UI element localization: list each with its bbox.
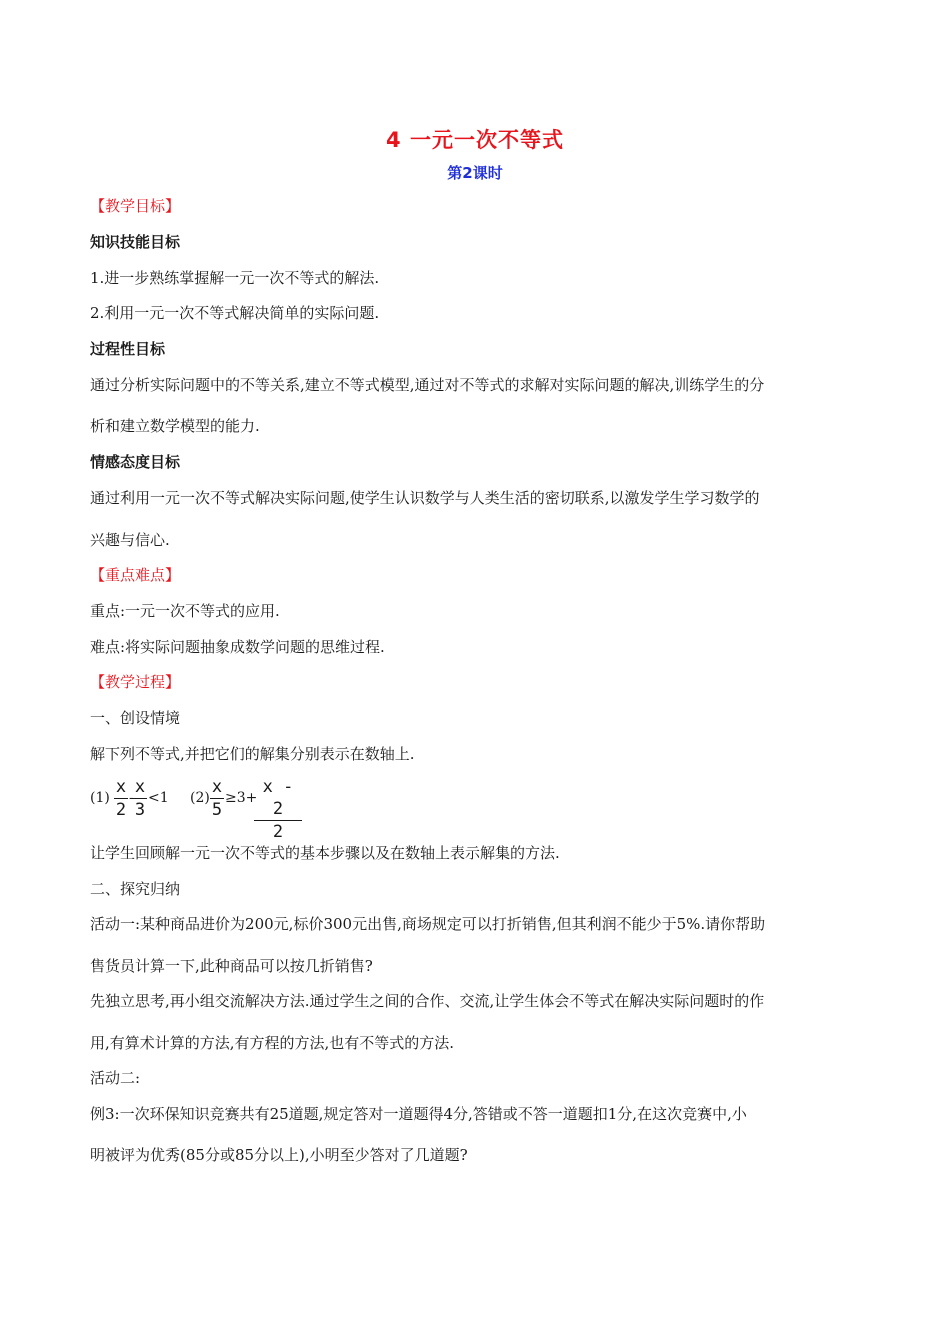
page-title: 4 一元一次不等式 bbox=[386, 128, 564, 152]
emotion-text-line-2: 兴趣与信心. bbox=[90, 531, 170, 549]
page-subtitle: 第2课时 bbox=[447, 164, 503, 182]
process-text-line-1: 通过分析实际问题中的不等关系,建立不等式模型,通过对不等式的求解对实际问题的解决,训练学生的分 bbox=[90, 376, 765, 394]
eq1-minus: - bbox=[129, 790, 134, 806]
part1-heading: 一、创设情境 bbox=[90, 709, 181, 727]
activity2-heading: 活动二: bbox=[90, 1069, 141, 1087]
eq2-frac1-denominator: 5 bbox=[211, 800, 223, 820]
eq1-frac1-numerator: x bbox=[115, 777, 127, 797]
activity1-line-2: 售货员计算一下,此种商品可以按几折销售? bbox=[90, 957, 373, 975]
part1-review: 让学生回顾解一元一次不等式的基本步骤以及在数轴上表示解集的方法. bbox=[90, 844, 560, 862]
eq1-label: (1) bbox=[90, 790, 110, 806]
difficult-point: 难点:将实际问题抽象成数学问题的思维过程. bbox=[90, 638, 385, 656]
eq1-fraction-1 bbox=[114, 776, 128, 821]
section-keypoints: 【重点难点】 bbox=[90, 566, 181, 584]
eq2-frac1-numerator: x bbox=[211, 777, 223, 797]
part2-heading: 二、探究归纳 bbox=[90, 880, 181, 898]
process-text-line-2: 析和建立数学模型的能力. bbox=[90, 417, 260, 435]
activity1-line-1: 活动一:某种商品进价为200元,标价300元出售,商场规定可以打折销售,但其利润不能少于5%.请你帮助 bbox=[90, 915, 766, 933]
part1-intro: 解下列不等式,并把它们的解集分别表示在数轴上. bbox=[90, 745, 415, 763]
section-process: 【教学过程】 bbox=[90, 673, 181, 691]
eq1-rhs: <1 bbox=[148, 790, 169, 806]
eq2-frac2-denominator: 2 bbox=[272, 822, 284, 842]
eq1-frac1-denominator: 2 bbox=[115, 800, 127, 820]
eq2-fraction-1 bbox=[210, 776, 224, 821]
eq1-frac2-numerator: x bbox=[134, 777, 146, 797]
knowledge-item-1: 1.进一步熟练掌握解一元一次不等式的解法. bbox=[90, 269, 380, 287]
emotion-heading: 情感态度目标 bbox=[90, 453, 181, 471]
emotion-text-line-1: 通过利用一元一次不等式解决实际问题,使学生认识数学与人类生活的密切联系,以激发学生学习数学的 bbox=[90, 489, 760, 507]
eq2-label: (2) bbox=[190, 790, 210, 806]
section-objectives: 【教学目标】 bbox=[90, 197, 181, 215]
example3-line-1: 例3:一次环保知识竞赛共有25道题,规定答对一道题得4分,答错或不答一道题扣1分,在这次竞赛中,小 bbox=[90, 1105, 747, 1123]
eq2-mid: ≥3+ bbox=[225, 790, 258, 806]
example3-line-2: 明被评为优秀(85分或85分以上),小明至少答对了几道题? bbox=[90, 1146, 468, 1164]
eq1-fraction-2 bbox=[133, 776, 147, 821]
process-heading: 过程性目标 bbox=[90, 340, 166, 358]
eq2-frac2-numerator: x - 2 bbox=[262, 777, 294, 819]
activity1-note-line-2: 用,有算术计算的方法,有方程的方法,也有不等式的方法. bbox=[90, 1034, 455, 1052]
knowledge-heading: 知识技能目标 bbox=[90, 233, 181, 251]
activity1-note-line-1: 先独立思考,再小组交流解决方法.通过学生之间的合作、交流,让学生体会不等式在解决实际问题时的作 bbox=[90, 992, 765, 1010]
eq1-frac2-denominator: 3 bbox=[134, 800, 146, 820]
eq2-fraction-2 bbox=[254, 776, 302, 843]
key-point: 重点:一元一次不等式的应用. bbox=[90, 602, 280, 620]
knowledge-item-2: 2.利用一元一次不等式解决简单的实际问题. bbox=[90, 304, 380, 322]
